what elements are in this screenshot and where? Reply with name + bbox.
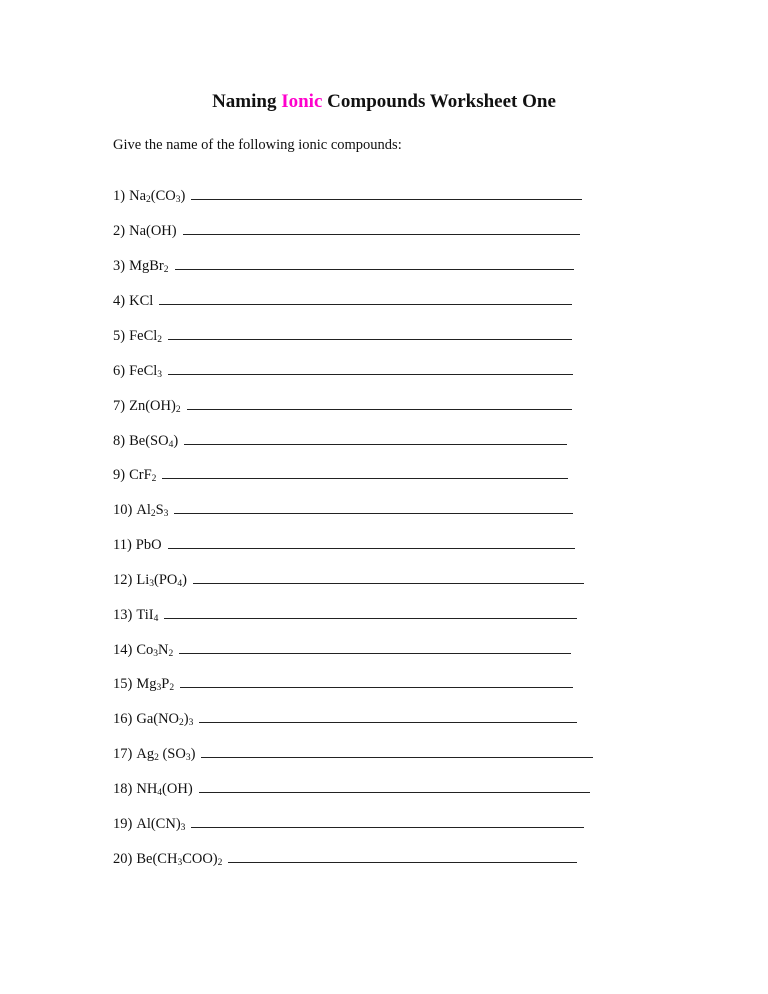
compound-formula: $Na_2(CO_3)$: [129, 188, 186, 205]
question-number: 2): [113, 223, 126, 239]
compound-formula: MgBr$_2$: [129, 258, 169, 275]
question-17: [113, 744, 593, 764]
page-title: [0, 90, 768, 114]
question-number: 15): [113, 676, 133, 692]
question-16: [113, 709, 577, 729]
question-18: [113, 779, 590, 799]
compound-formula: $Li_3(PO_4)$: [136, 572, 187, 589]
question-6: [113, 361, 573, 381]
answer-blank-line[interactable]: [168, 362, 573, 375]
answer-blank-line[interactable]: [174, 501, 573, 514]
answer-blank-line[interactable]: [191, 187, 582, 200]
compound-formula: $Al(CN)_3$: [136, 816, 186, 833]
compound-formula: $Be(SO_4)$: [129, 433, 179, 450]
answer-blank-line[interactable]: [199, 710, 577, 723]
answer-blank-line[interactable]: [162, 466, 568, 479]
answer-blank-line[interactable]: [199, 780, 590, 793]
question-number: 20): [113, 851, 133, 867]
question-number: 5): [113, 328, 126, 344]
compound-formula: $Al_2S_3$: [136, 502, 169, 519]
question-number: 12): [113, 572, 133, 588]
question-19: [113, 814, 584, 834]
answer-blank-line[interactable]: [180, 675, 573, 688]
answer-blank-line[interactable]: [179, 641, 571, 654]
answer-blank-line[interactable]: [183, 222, 580, 235]
answer-blank-line[interactable]: [201, 745, 593, 758]
question-number: 19): [113, 816, 133, 832]
question-1: [113, 186, 582, 206]
compound-formula: $Be(CH_3COO)_2$: [136, 851, 223, 868]
question-number: 6): [113, 363, 126, 379]
compound-formula: FeCl$_3$: [129, 363, 163, 380]
question-number: 18): [113, 781, 133, 797]
title-highlight-word: Ionic: [281, 91, 323, 112]
title-prefix: Naming: [212, 91, 282, 112]
question-number: 13): [113, 607, 133, 623]
answer-blank-line[interactable]: [187, 397, 572, 410]
question-number: 11): [113, 537, 132, 553]
question-7: [113, 396, 572, 416]
question-number: 1): [113, 188, 126, 204]
question-number: 17): [113, 746, 133, 762]
question-number: 4): [113, 293, 126, 309]
question-20: [113, 849, 577, 869]
answer-blank-line[interactable]: [168, 536, 575, 549]
answer-blank-line[interactable]: [159, 292, 572, 305]
question-number: 10): [113, 502, 133, 518]
question-13: [113, 605, 577, 625]
compound-formula: $Ga(NO_2)_3$: [136, 711, 194, 728]
compound-formula: Na(OH): [129, 223, 177, 239]
compound-formula: FeCl$_2$: [129, 328, 163, 345]
question-8: [113, 431, 567, 451]
question-number: 7): [113, 398, 126, 414]
instructions: Give the name of the following ionic compounds:: [113, 137, 402, 153]
question-10: [113, 500, 573, 520]
question-4: [113, 291, 572, 311]
title-suffix: Compounds Worksheet One: [322, 91, 556, 112]
answer-blank-line[interactable]: [175, 257, 575, 270]
answer-blank-line[interactable]: [164, 606, 577, 619]
compound-formula: $Mg_3P_2$: [136, 676, 175, 693]
compound-formula: KCl: [129, 293, 154, 309]
answer-blank-line[interactable]: [193, 571, 584, 584]
compound-formula: $Zn(OH)_2$: [129, 398, 181, 415]
question-number: 9): [113, 467, 126, 483]
answer-blank-line[interactable]: [184, 432, 567, 445]
question-15: [113, 674, 573, 694]
compound-formula: CrF$_2$: [129, 467, 157, 484]
compound-formula: $Ag_2$ $(SO_3)$: [136, 746, 196, 763]
question-3: [113, 256, 574, 276]
answer-blank-line[interactable]: [191, 815, 584, 828]
compound-formula: TiI$_4$: [136, 607, 159, 624]
question-5: [113, 326, 572, 346]
question-number: 8): [113, 433, 126, 449]
answer-blank-line[interactable]: [168, 327, 572, 340]
question-11: [113, 535, 575, 555]
compound-formula: $NH_4(OH)$: [136, 781, 193, 798]
question-number: 3): [113, 258, 126, 274]
compound-formula: $Co_3N_2$: [136, 642, 174, 659]
question-number: 16): [113, 711, 133, 727]
question-2: [113, 221, 580, 241]
question-12: [113, 570, 584, 590]
answer-blank-line[interactable]: [228, 850, 577, 863]
compound-formula: PbO: [135, 537, 162, 553]
question-9: [113, 465, 568, 485]
question-number: 14): [113, 642, 133, 658]
question-14: [113, 640, 571, 660]
